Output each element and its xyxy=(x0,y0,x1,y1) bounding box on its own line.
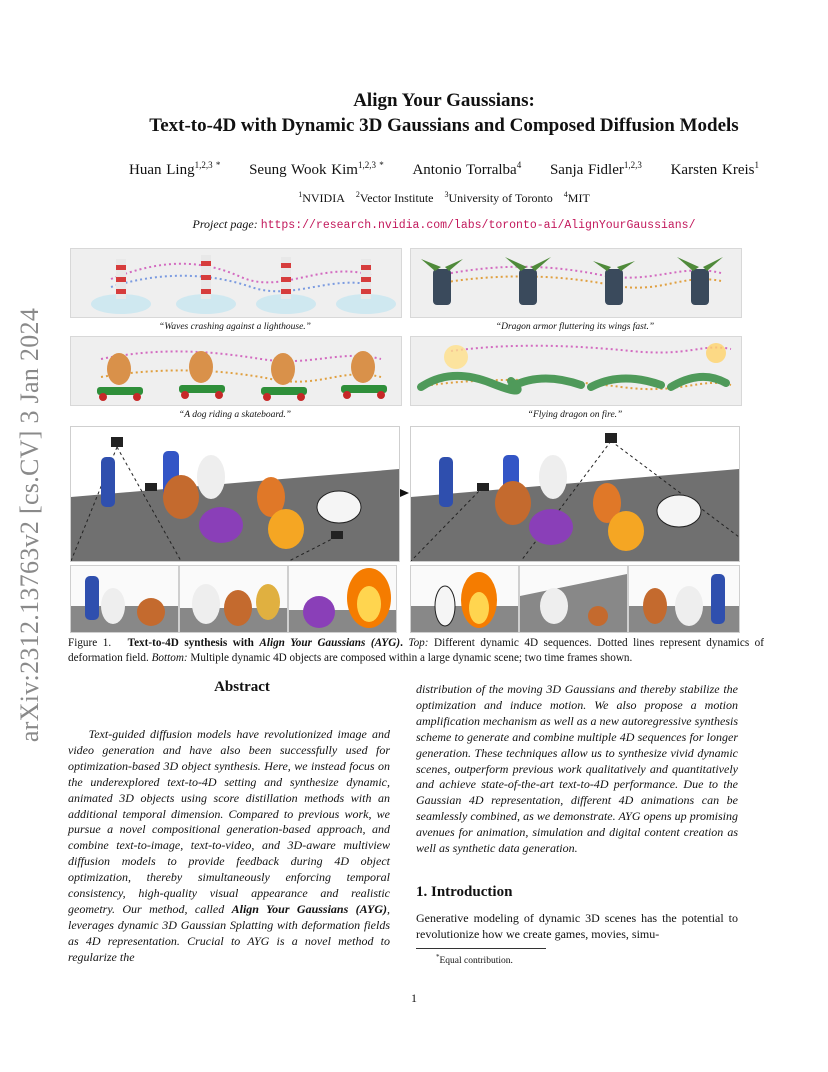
arrow-right-icon xyxy=(400,488,410,498)
arxiv-id: arXiv:2312.13763v2 [cs.CV] 3 Jan 2024 xyxy=(15,307,44,743)
panel-caption: “Flying dragon on fire.” xyxy=(527,410,623,420)
panel-caption: “Waves crashing against a lighthouse.” xyxy=(159,322,311,332)
footnote: *Equal contribution. xyxy=(436,953,513,967)
figure-panel-flying-dragon xyxy=(410,336,742,406)
composed-scene-frame-2 xyxy=(410,426,740,562)
paper-title xyxy=(60,88,828,138)
panel-caption: “A dog riding a skateboard.” xyxy=(178,410,292,420)
author: Sanja Fidler$^{1,2,3}$ xyxy=(549,160,642,178)
camera-view-thumbnail xyxy=(179,565,288,633)
composed-scene-image xyxy=(71,427,399,561)
author: Karsten Kreis$^1$ xyxy=(670,160,759,178)
project-page-link[interactable]: https://research.nvidia.com/labs/toronto-ai/AlignYourGaussians/ xyxy=(260,219,696,232)
composed-scene-image xyxy=(411,427,739,561)
affiliation: $^1$NVIDIA xyxy=(298,190,345,205)
section-heading: 1. Introduction xyxy=(416,884,513,900)
page-number: 1 xyxy=(411,991,417,1005)
author: Seung Wook Kim$^{1,2,3 *}$ xyxy=(249,160,384,178)
figure-caption: Figure 1. Text-to-4D synthesis with Align Your Gaussians (AYG). Top: Different dynamic 4D sequences. Dotted lines represent dynamics of deformation field. Bottom: Multiple dynamic 4D objects are composed within a large dynamic scene; two time frames shown. xyxy=(68,637,765,664)
author: Antonio Torralba$^4$ xyxy=(412,160,522,178)
abstract-text-left: Text-guided diffusion models have revolutionized image and video generation and have also been successfully used for optimization-based 3D object synthesis. Here, we instead focus on the underexplored text-to-4D setting and synthesize dynamic, animated 3D objects using score distillation methods with an additional temporal dimension. Compared to previous work, we pursue a novel compositional generation-based approach, and combine text-to-image, text-to-video, and 3D-aware multiview diffusion models to provide feedback during 4D object optimization, thereby simultaneously enforcing temporal consistency, high-quality visual appearance and realistic geometry. Our method, called Align Your Gaussians (AYG), leverages dynamic 3D Gaussian Splatting with deformation fields as 4D representation. Crucial to AYG is a novel method to regularize the xyxy=(68,727,391,964)
author-list xyxy=(60,160,828,179)
camera-view-thumbnail xyxy=(628,565,740,633)
footnote-divider xyxy=(416,948,546,949)
figure-panel-dog-skateboard xyxy=(70,336,402,406)
abstract-heading: Abstract xyxy=(214,679,270,695)
camera-view-thumbnail xyxy=(70,565,179,633)
composed-scene-frame-1 xyxy=(70,426,400,562)
dragon-armor-sequence-image xyxy=(411,249,741,317)
project-page-label: Project page: xyxy=(192,217,258,231)
lighthouse-sequence-image xyxy=(71,249,401,317)
intro-text: Generative modeling of dynamic 3D scenes has the potential to revolutionize how we create games, movies, simu- xyxy=(416,911,738,941)
title-line-2: Text-to-4D with Dynamic 3D Gaussians and Composed Diffusion Models xyxy=(149,115,739,136)
affiliation-list xyxy=(60,190,828,206)
author: Huan Ling$^{1,2,3 *}$ xyxy=(129,160,221,178)
affiliation: $^2$Vector Institute xyxy=(355,190,434,205)
camera-view-thumbnail xyxy=(410,565,519,633)
camera-view-thumbnail xyxy=(519,565,628,633)
arxiv-sidebar xyxy=(8,290,52,760)
affiliation: $^3$University of Toronto xyxy=(444,190,553,205)
affiliation: $^4$MIT xyxy=(563,190,590,205)
project-page xyxy=(60,217,828,232)
flying-dragon-sequence-image xyxy=(411,337,741,405)
dog-skateboard-sequence-image xyxy=(71,337,401,405)
title-line-1: Align Your Gaussians: xyxy=(353,90,535,111)
figure-panel-lighthouse xyxy=(70,248,402,318)
abstract-text-right: distribution of the moving 3D Gaussians and thereby stabilize the optimization and induce motion. We also propose a motion amplification mechanism as well as a new autoregressive synthesis scheme to generate and combine multiple 4D sequences for longer generation. These techniques allow us to synthesize vivid dynamic scenes, outperform previous work qualitatively and quantitatively and achieve state-of-the-art text-to-4D performance. Due to the Gaussian 4D representation, different 4D animations can be seamlessly combined, as we demonstrate. AYG opens up promising avenues for animation, simulation and digital content creation as well as synthetic data generation. xyxy=(416,682,738,856)
camera-view-thumbnail xyxy=(288,565,397,633)
panel-caption: “Dragon armor fluttering its wings fast.” xyxy=(495,322,655,332)
figure-panel-dragon-armor xyxy=(410,248,742,318)
